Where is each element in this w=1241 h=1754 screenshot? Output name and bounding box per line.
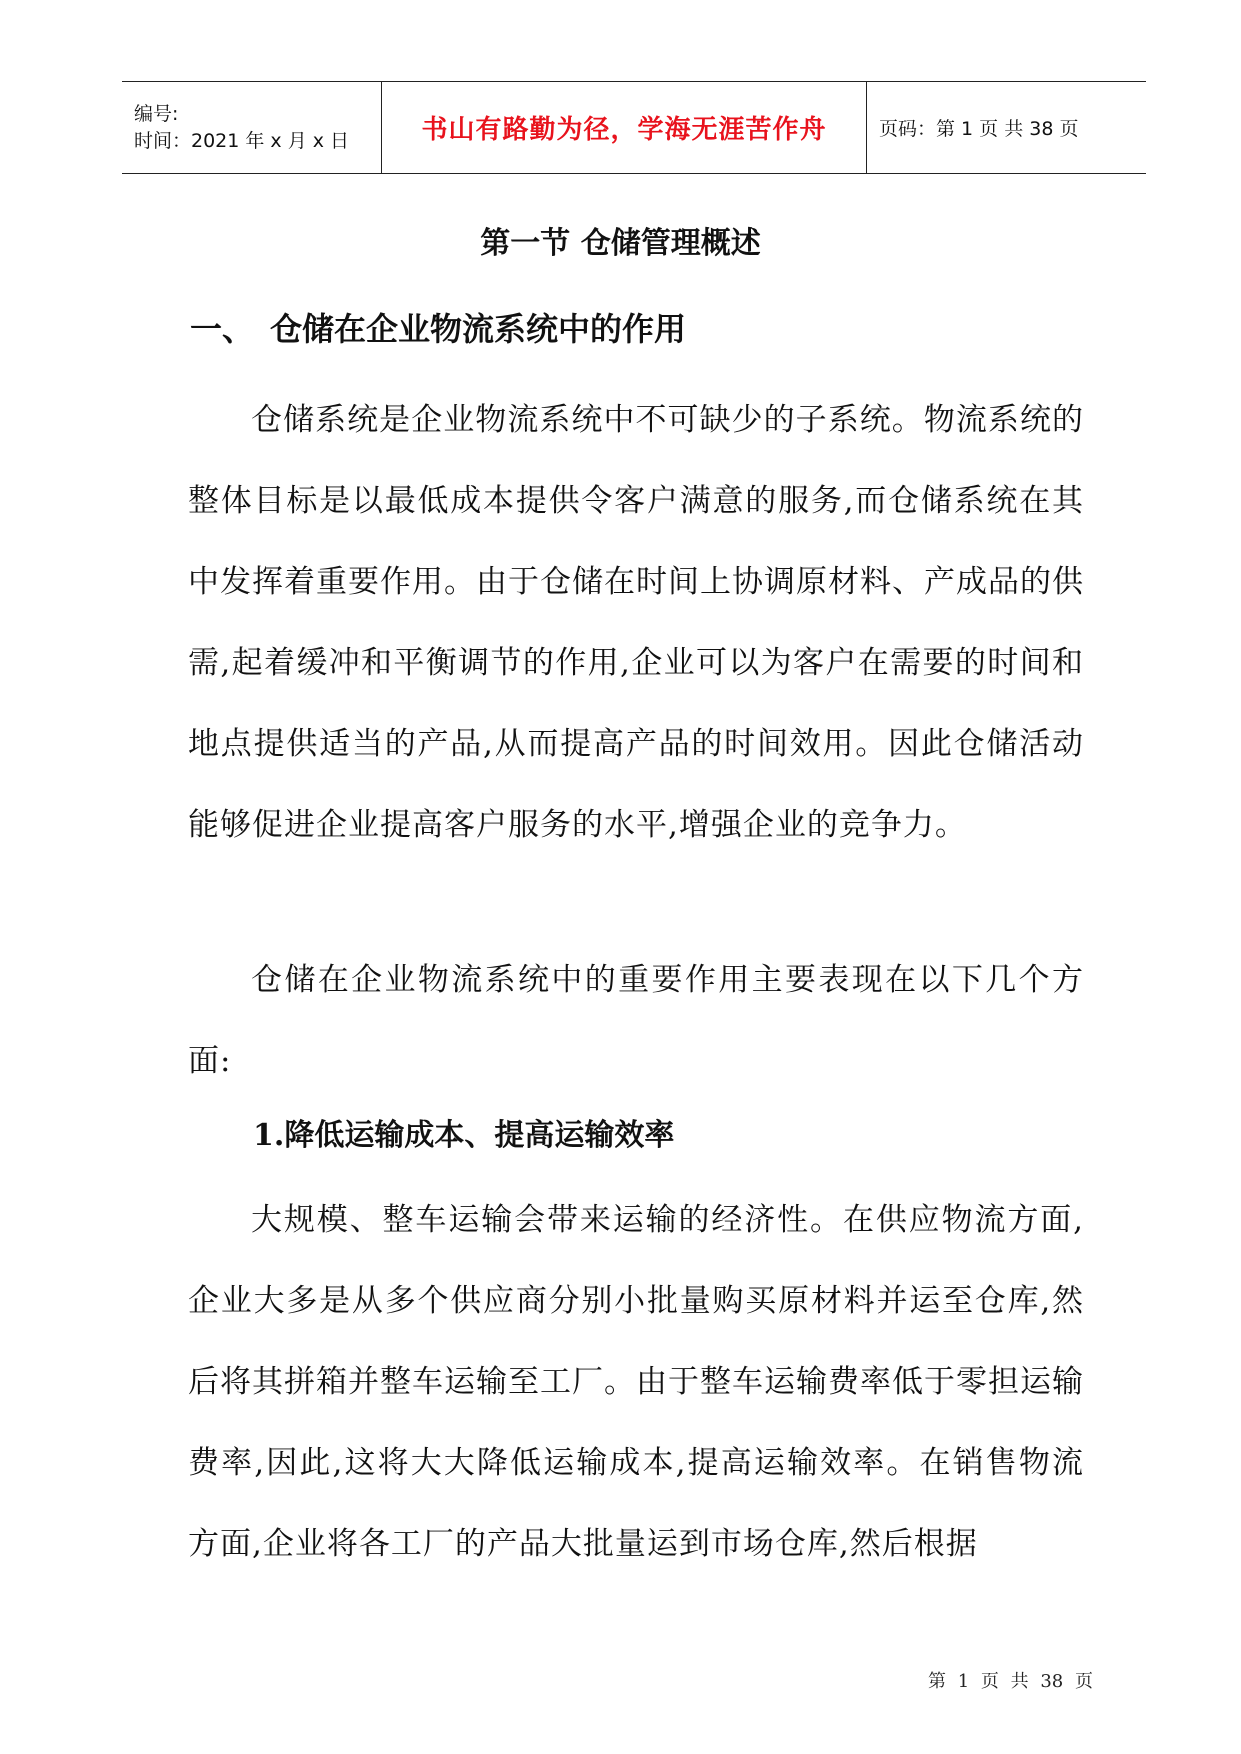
- header-table: [122, 81, 1146, 174]
- paragraph-1: 仓储系统是企业物流系统中不可缺少的子系统。物流系统的整体目标是以最低成本提供令客户满意的服务,而仓储系统在其中发挥着重要作用。由于仓储在时间上协调原材料、产成品的供需,起着缓冲和平衡调节的作用,企业可以为客户在需要的时间和地点提供适当的产品,从而提高产品的时间效用。因此仓储活动能够促进企业提高客户服务的水平,增强企业的竞争力。: [188, 402, 1084, 843]
- heading-2-number: 1.: [253, 1118, 285, 1153]
- heading-1-number: 一、: [190, 310, 255, 348]
- heading-2-text: 降低运输成本、提高运输效率: [284, 1118, 675, 1153]
- header-right-cell: [867, 82, 1146, 173]
- heading-1: [190, 304, 686, 350]
- heading-1-text: 仓储在企业物流系统中的作用: [270, 310, 687, 348]
- time-label: 时间：2021 年 x 月 x 日: [134, 129, 350, 152]
- page-footer: 第 1 页 共 38 页: [928, 1671, 1093, 1692]
- paragraph-2: 仓储在企业物流系统中的重要作用主要表现在以下几个方面:: [188, 962, 1084, 1079]
- page-info: 页码：第 1 页 共 38 页: [879, 118, 1079, 140]
- header-middle-cell: [382, 82, 867, 173]
- header-left-cell: [122, 82, 382, 173]
- section-title: 第一节 仓储管理概述: [480, 226, 761, 261]
- motto: 书山有路勤为径，学海无涯苦作舟: [421, 115, 827, 145]
- heading-2: [253, 1110, 674, 1154]
- serial-label: 编号:: [134, 102, 179, 125]
- paragraph-3: 大规模、整车运输会带来运输的经济性。在供应物流方面,企业大多是从多个供应商分别小批量购买原材料并运至仓库,然后将其拼箱并整车运输至工厂。由于整车运输费率低于零担运输费率,因此,这将大大降低运输成本,提高运输效率。在销售物流方面,企业将各工厂的产品大批量运到市场仓库,然后根据: [188, 1202, 1084, 1562]
